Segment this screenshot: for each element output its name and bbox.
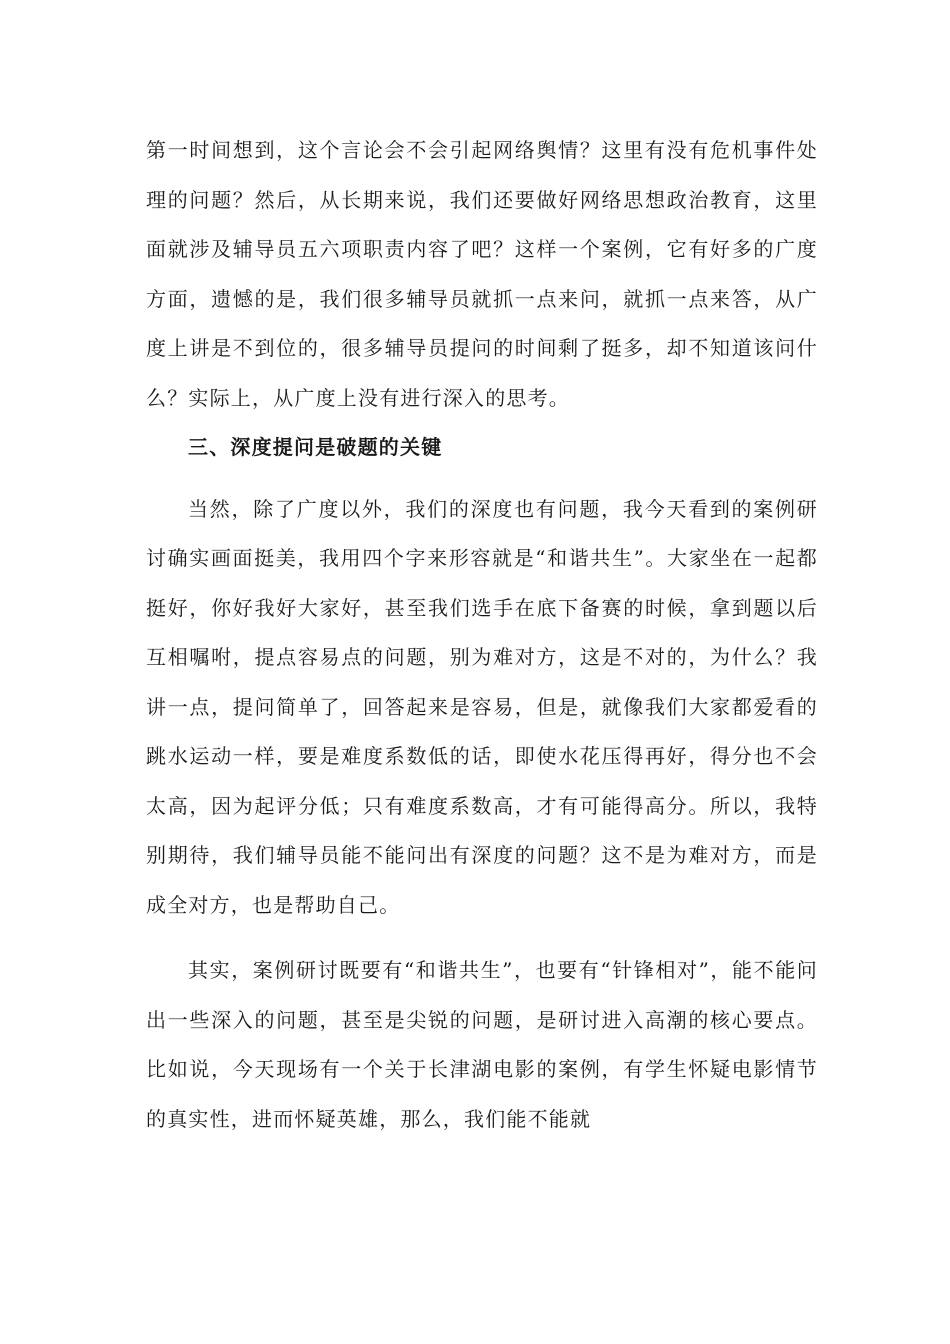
paragraph-continuation: 第一时间想到，这个言论会不会引起网络舆情？这里有没有危机事件处理的问题？然后，从长期来说，我们还要做好网络思想政治教育，这里面就涉及辅导员五六项职责内容了吧？这样一个案例，它有好多的广度方面，遗憾的是，我们很多辅导员就抓一点来问，就抓一点来答，从广度上讲是不到位的，很多辅导员提问的时间剩了挺多，却不知道该问什么？实际上，从广度上没有进行深入的思考。 xyxy=(146,138,818,410)
section-heading: 三、深度提问是破题的关键 xyxy=(188,435,443,459)
paragraph-depth-questions: 当然，除了广度以外，我们的深度也有问题，我今天看到的案例研讨确实画面挺美，我用四个字来形容就是“和谐共生”。大家坐在一起都挺好，你好我好大家好，甚至我们选手在底下备赛的时候，拿到题以后互相嘱咐，提点容易点的问题，别为难对方，这是不对的，为什么？我讲一点，提问简单了，回答起来是容易，但是，就像我们大家都爱看的跳水运动一样，要是难度系数低的话，即使水花压得再好，得分也不会太高，因为起评分低；只有难度系数高，才有可能得高分。所以，我特别期待，我们辅导员能不能问出有深度的问题？这不是为难对方，而是成全对方，也是帮助自己。 xyxy=(146,496,818,917)
document-body xyxy=(146,126,818,1144)
paragraph-case-discussion: 其实，案例研讨既要有“和谐共生”，也要有“针锋相对”，能不能问出一些深入的问题，甚至是尖锐的问题，是研讨进入高潮的核心要点。比如说，今天现场有一个关于长津湖电影的案例，有学生怀疑电影情节的真实性，进而怀疑英雄，那么，我们能不能就 xyxy=(146,958,818,1131)
